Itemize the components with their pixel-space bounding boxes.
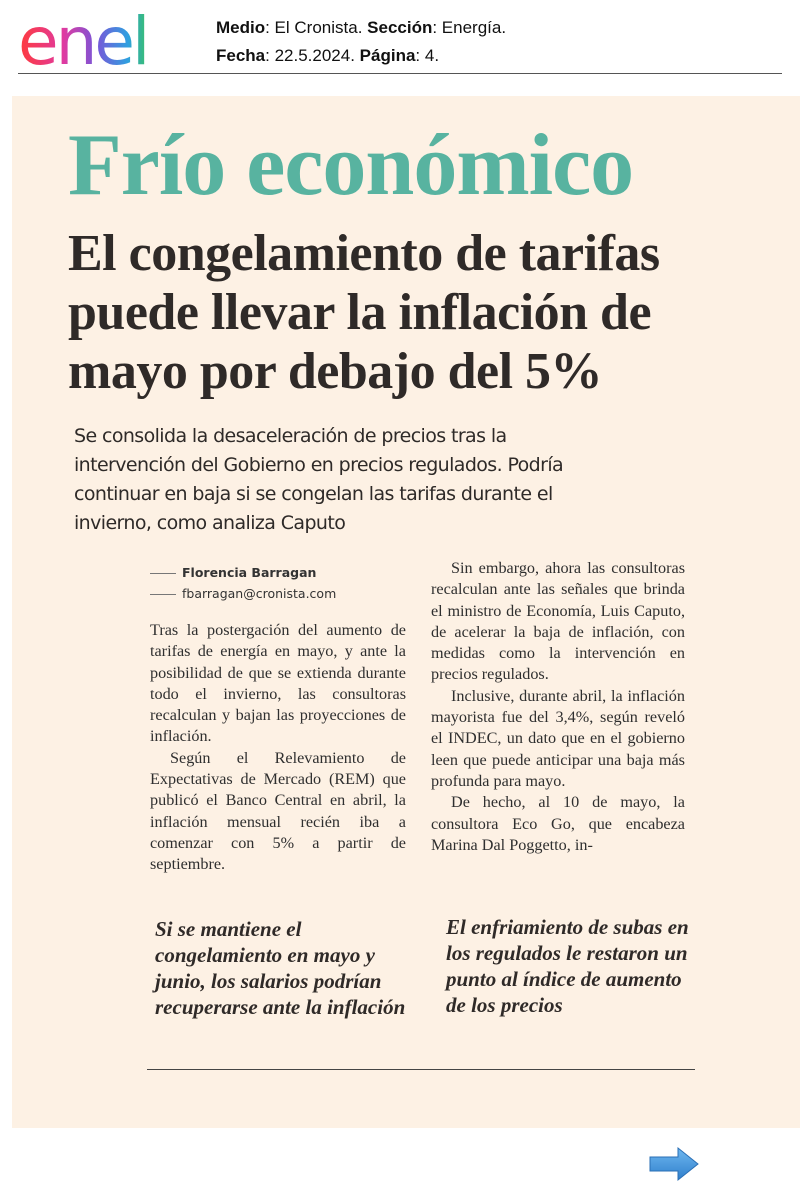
- byline: [150, 562, 336, 604]
- author-email: fbarragan@cronista.com: [182, 586, 337, 601]
- paragraph: Sin embargo, ahora las consultoras recalculan ante las señales que brinda el ministro de Economía, Luis Caputo, de acelerar la baja de inflación, con medidas como la intervención en precios regulados.: [431, 559, 685, 684]
- right-arrow-icon[interactable]: [648, 1146, 700, 1182]
- fecha-label: Fecha: [216, 46, 266, 65]
- article-headline: El congelamiento de tarifas puede llevar la inflación de mayo por debajo del 5%: [68, 225, 660, 400]
- bottom-divider: [147, 1069, 695, 1070]
- medio-label: Medio: [216, 18, 266, 37]
- article-kicker: Frío económico: [68, 117, 634, 214]
- article-column-1: [150, 620, 406, 876]
- clipping-metadata: [216, 14, 506, 70]
- meta-line-2: [216, 42, 506, 70]
- byline-dash: [150, 594, 176, 595]
- author-name: Florencia Barragan: [182, 565, 317, 580]
- fecha-value: : 22.5.2024.: [265, 46, 360, 65]
- seccion-label: Sección: [367, 18, 433, 37]
- seccion-value: : Energía.: [432, 18, 507, 37]
- byline-dash: [150, 573, 176, 574]
- meta-line-1: [216, 14, 506, 42]
- svg-text:enel: enel: [18, 6, 148, 72]
- paragraph: Inclusive, durante abril, la inflación mayorista fue del 3,4%, según reveló el INDEC, un dato que en el gobierno leen que puede anticipar una baja más profunda para mayo.: [431, 686, 685, 790]
- newspaper-clipping: [12, 96, 800, 1128]
- medio-value: : El Cronista.: [265, 18, 368, 37]
- page-header: [0, 0, 800, 80]
- pagina-label: Página: [359, 46, 416, 65]
- article-column-2: [431, 558, 685, 856]
- header-divider: [18, 73, 782, 74]
- paragraph: De hecho, al 10 de mayo, la consultora Eco Go, que encabeza Marina Dal Poggetto, in-: [431, 793, 685, 854]
- article-deck: Se consolida la desaceleración de precios tras la intervención del Gobierno en precios regulados. Podría continuar en baja si se congelan las tarifas durante el invierno, como analiza Caputo: [74, 425, 564, 534]
- pagina-value: : 4.: [415, 46, 440, 65]
- pull-quote-right: El enfriamiento de subas en los regulados le restaron un punto al índice de aumento de los precios: [446, 915, 689, 1017]
- paragraph: Tras la postergación del aumento de tarifas de energía en mayo, y ante la posibilidad de que se extienda durante todo el invierno, las consultoras recalculan y bajan las proyecciones de inflación.: [150, 621, 406, 746]
- pull-quote-left: Si se mantiene el congelamiento en mayo y junio, los salarios podrían recuperarse ante la inflación: [155, 917, 406, 1019]
- paragraph: Según el Relevamiento de Expectativas de Mercado (REM) que publicó el Banco Central en abril, la inflación mensual recién iba a comenzar con 5% a partir de septiembre.: [150, 748, 406, 874]
- enel-logo: [18, 6, 193, 72]
